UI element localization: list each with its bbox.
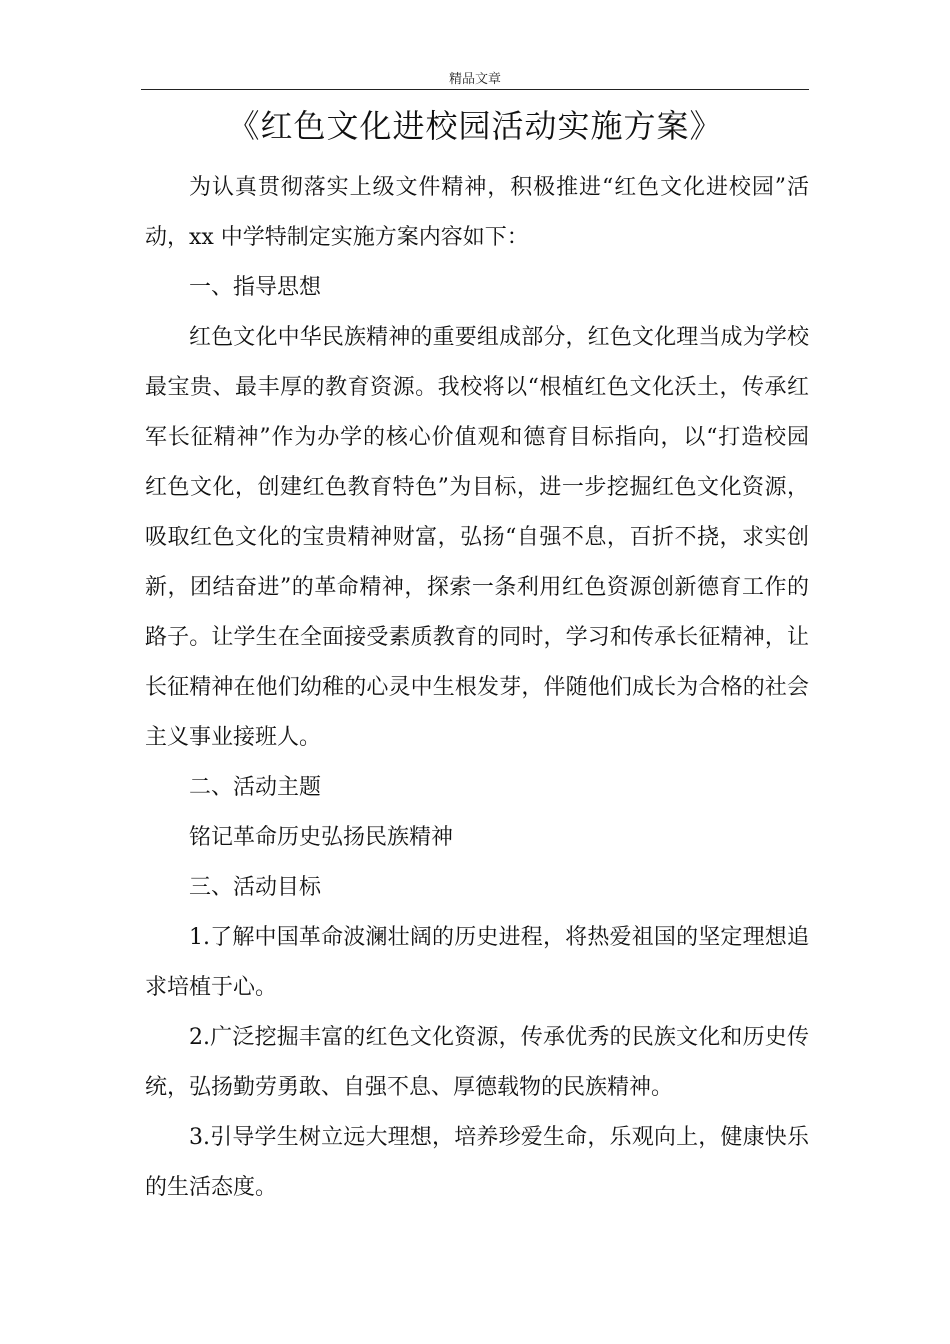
paragraph-guiding-ideology xyxy=(145,313,809,763)
text-line: 1.了解中国革命波澜壮阔的历史进程，将热爱祖国的坚定理想追 xyxy=(189,925,809,950)
text-line: 红色文化中华民族精神的重要组成部分，红色文化理当成为学校 xyxy=(189,325,809,350)
list-item-goal-1 xyxy=(145,913,809,1013)
page-header: 精品文章 xyxy=(448,72,501,87)
section-heading: 二、活动主题 xyxy=(189,775,322,800)
text-line: 求培植于心。 xyxy=(145,975,278,1000)
text-line: 长征精神在他们幼稚的心灵中生根发芽，伴随他们成长为合格的社会 xyxy=(145,675,809,700)
text-line: 为认真贯彻落实上级文件精神，积极推进“红色文化进校园”活 xyxy=(189,175,809,200)
text-line: 主义事业接班人。 xyxy=(145,725,322,750)
text-line: 的生活态度。 xyxy=(145,1175,278,1200)
list-item-goal-3 xyxy=(145,1113,809,1213)
section-heading-activity-theme xyxy=(145,763,809,813)
list-item-goal-2 xyxy=(145,1013,809,1113)
text-line: 吸取红色文化的宝贵精神财富，弘扬“自强不息，百折不挠，求实创 xyxy=(145,525,809,550)
paragraph-intro xyxy=(145,163,809,263)
header-divider xyxy=(141,89,809,90)
text-line: 红色文化，创建红色教育特色”为目标，进一步挖掘红色文化资源， xyxy=(145,475,809,500)
text-line: 铭记革命历史弘扬民族精神 xyxy=(189,825,454,850)
paragraph-activity-theme xyxy=(145,813,809,863)
text-line: 军长征精神”作为办学的核心价值观和德育目标指向，以“打造校园 xyxy=(145,425,809,450)
text-line: 3.引导学生树立远大理想，培养珍爱生命，乐观向上，健康快乐 xyxy=(189,1125,809,1150)
text-line: 统，弘扬勤劳勇敢、自强不息、厚德载物的民族精神。 xyxy=(145,1075,674,1100)
text-line: 2.广泛挖掘丰富的红色文化资源，传承优秀的民族文化和历史传 xyxy=(189,1025,809,1050)
section-heading-activity-goals xyxy=(145,863,809,913)
section-heading-guiding-ideology xyxy=(145,263,809,313)
section-heading: 一、指导思想 xyxy=(189,275,322,300)
text-line: 新，团结奋进”的革命精神，探索一条利用红色资源创新德育工作的 xyxy=(145,575,809,600)
section-heading: 三、活动目标 xyxy=(189,875,322,900)
document-body xyxy=(145,163,809,1213)
text-line: 动，xx 中学特制定实施方案内容如下： xyxy=(145,225,529,250)
text-line: 路子。让学生在全面接受素质教育的同时，学习和传承长征精神，让 xyxy=(145,625,809,650)
document-title: 《红色文化进校园活动实施方案》 xyxy=(227,107,723,145)
text-line: 最宝贵、最丰厚的教育资源。我校将以“根植红色文化沃土，传承红 xyxy=(145,375,809,400)
